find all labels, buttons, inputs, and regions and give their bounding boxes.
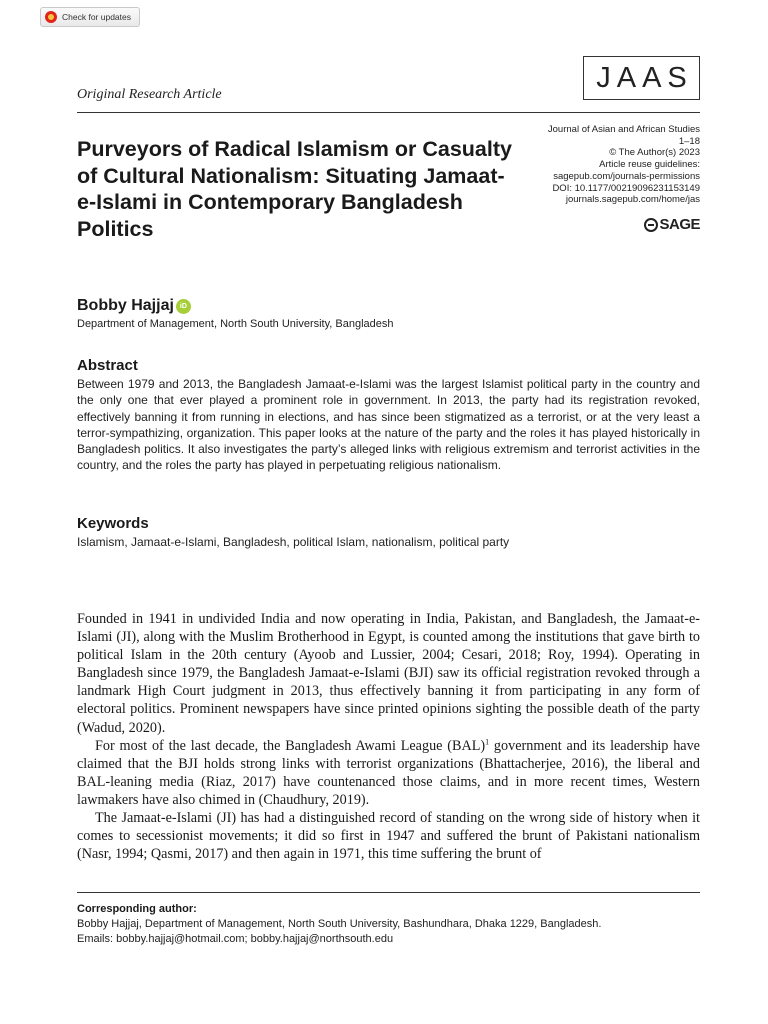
orcid-icon[interactable]: iD	[176, 299, 191, 314]
permissions-link[interactable]: sagepub.com/journals-permissions	[553, 170, 700, 182]
journal-name: Journal of Asian and African Studies	[547, 124, 700, 135]
body-paragraph-2-end: government and its leadership have claimed that the BJI holds strong links with terrorist organizations (Bhattacherjee, 2016), the liberal and BAL-leaning media (Riaz, 2017) have countenanced those claims, and in more recent times, Western lawmakers have also chimed in (Chaudhury, 2019).	[77, 737, 700, 808]
journal-homepage-link[interactable]: journals.sagepub.com/home/jas	[565, 194, 700, 206]
author	[77, 297, 191, 315]
reuse-guidelines: Article reuse guidelines:	[599, 159, 700, 171]
header-rule	[77, 112, 700, 113]
body-paragraph-1: Founded in 1941 in undivided India and now operating in India, Pakistan, and Bangladesh, the Jamaat-e-Islami (JI), along with the Muslim Brotherhood in Egypt, is counted among the institutions that gave birth to political Islam in the 20th century (Ayoob and Lussier, 2004; Cesari, 2018; Roy, 1994). Operating in Bangladesh since 1979, the Bangladesh Jamaat-e-Islami (BJI) saw its official registration revoked through a landmark High Court judgment in 2013, thus effectively banning it from participating in any form of electoral politics. Prominent newspapers have since printed opinions sighting the possible death of the party (Wadud, 2020).	[77, 611, 700, 736]
publisher-logo	[644, 216, 700, 233]
email-separator: ;	[244, 933, 251, 945]
footnote-ref-1[interactable]: 1	[485, 736, 490, 746]
crossmark-icon	[45, 11, 57, 23]
check-for-updates-button[interactable]	[40, 7, 140, 27]
body-paragraph-2-start: For most of the last decade, the Bangladesh Awami League (BAL)	[95, 737, 486, 754]
copyright: © The Author(s) 2023	[609, 147, 700, 159]
doi[interactable]: DOI: 10.1177/00219096231153149	[552, 182, 700, 194]
corresponding-author-address: Bobby Hajjaj, Department of Management, North South University, Bashundhara, Dhaka 1229, Bangladesh.	[77, 918, 602, 930]
author-name: Bobby Hajjaj	[77, 297, 174, 314]
abstract-text: Between 1979 and 2013, the Bangladesh Jamaat-e-Islami was the largest Islamist political party in the country and the only one that ever played a prominent role in government. In 2013, the party had its registration revoked, effectively banning it from running in elections, and has since been stigmatized as a terrorist, or at the very least a terror-sympathizing, organization. This paper looks at the nature of the party and the roles it has played historically in Bangladesh politics. It also investigates the party’s alleged links with religious extremism and terrorist activities in the country, and the roles the party has played in perpetuating religious nationalism.	[77, 377, 700, 473]
publisher-name: SAGE	[659, 216, 700, 233]
body-paragraph-3: The Jamaat-e-Islami (JI) has had a distinguished record of standing on the wrong side of history when it comes to secessionist movements; it did so first in 1947 and suffered the brunt of Pakistani nationalism (Nasr, 1994; Qasmi, 2017) and then again in 1971, this time suffering the brunt of	[77, 810, 700, 863]
email-link-2[interactable]: bobby.hajjaj@northsouth.edu	[250, 933, 394, 945]
article-body	[77, 610, 700, 863]
article-type: Original Research Article	[77, 87, 222, 102]
journal-logo: JAAS	[583, 56, 700, 100]
keywords-text: Islamism, Jamaat-e-Islami, Bangladesh, political Islam, nationalism, political party	[77, 535, 510, 549]
corresponding-author-emails	[77, 933, 393, 945]
body-paragraph-2	[77, 737, 700, 809]
emails-label: Emails:	[77, 933, 117, 945]
email-link-1[interactable]: bobby.hajjaj@hotmail.com	[116, 933, 245, 945]
corresponding-author-heading: Corresponding author:	[77, 903, 197, 915]
abstract-heading: Abstract	[77, 357, 138, 374]
article-title: Purveyors of Radical Islamism or Casualty of Cultural Nationalism: Situating Jamaat-e-Islami in Contemporary Bangladesh Politics	[77, 137, 512, 241]
keywords-heading: Keywords	[77, 515, 149, 532]
footer-rule	[77, 892, 700, 893]
check-for-updates-label: Check for updates	[62, 12, 131, 22]
author-affiliation: Department of Management, North South University, Bangladesh	[77, 318, 394, 330]
page-range: 1–18	[678, 135, 700, 147]
sage-logo-icon	[644, 218, 658, 232]
journal-meta	[548, 124, 700, 206]
